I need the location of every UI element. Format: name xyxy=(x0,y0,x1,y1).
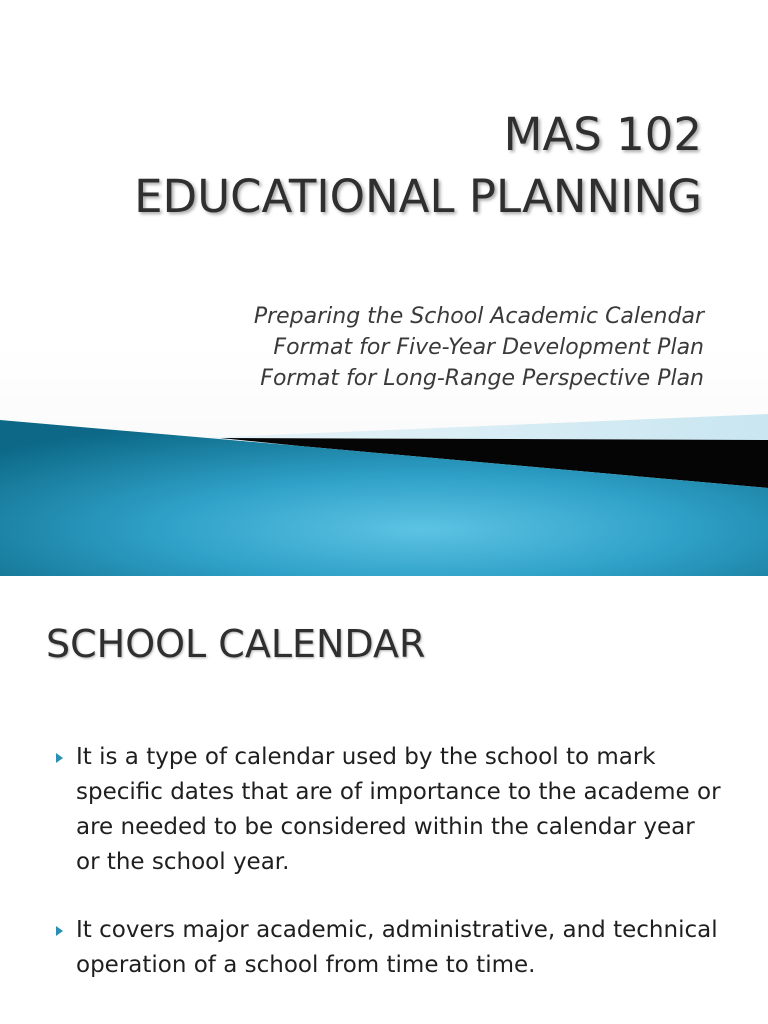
bullet-text: It covers major academic, administrative, and technical operation of a school from time to time. xyxy=(76,917,718,978)
slide-heading: SCHOOL CALENDAR xyxy=(46,622,426,666)
title-line: EDUCATIONAL PLANNING xyxy=(134,170,702,223)
subtitle-line: Format for Five-Year Development Plan xyxy=(273,335,704,360)
subtitle-line: Format for Long-Range Perspective Plan xyxy=(260,366,704,391)
slide-subtitle xyxy=(254,301,704,394)
bullet-list xyxy=(56,740,724,983)
triangle-right-icon xyxy=(56,926,63,936)
list-item xyxy=(56,913,724,983)
decorative-band xyxy=(0,410,768,576)
bullet-text: It is a type of calendar used by the school to mark specific dates that are of importance to the academe or are needed to be considered within the calendar year or the school year. xyxy=(76,744,721,875)
title-line: MAS 102 xyxy=(503,108,702,161)
slide-title xyxy=(134,104,702,228)
subtitle-line: Preparing the School Academic Calendar xyxy=(253,304,704,329)
list-item xyxy=(56,740,724,880)
pale-stripe xyxy=(200,414,768,440)
triangle-right-icon xyxy=(56,753,63,763)
